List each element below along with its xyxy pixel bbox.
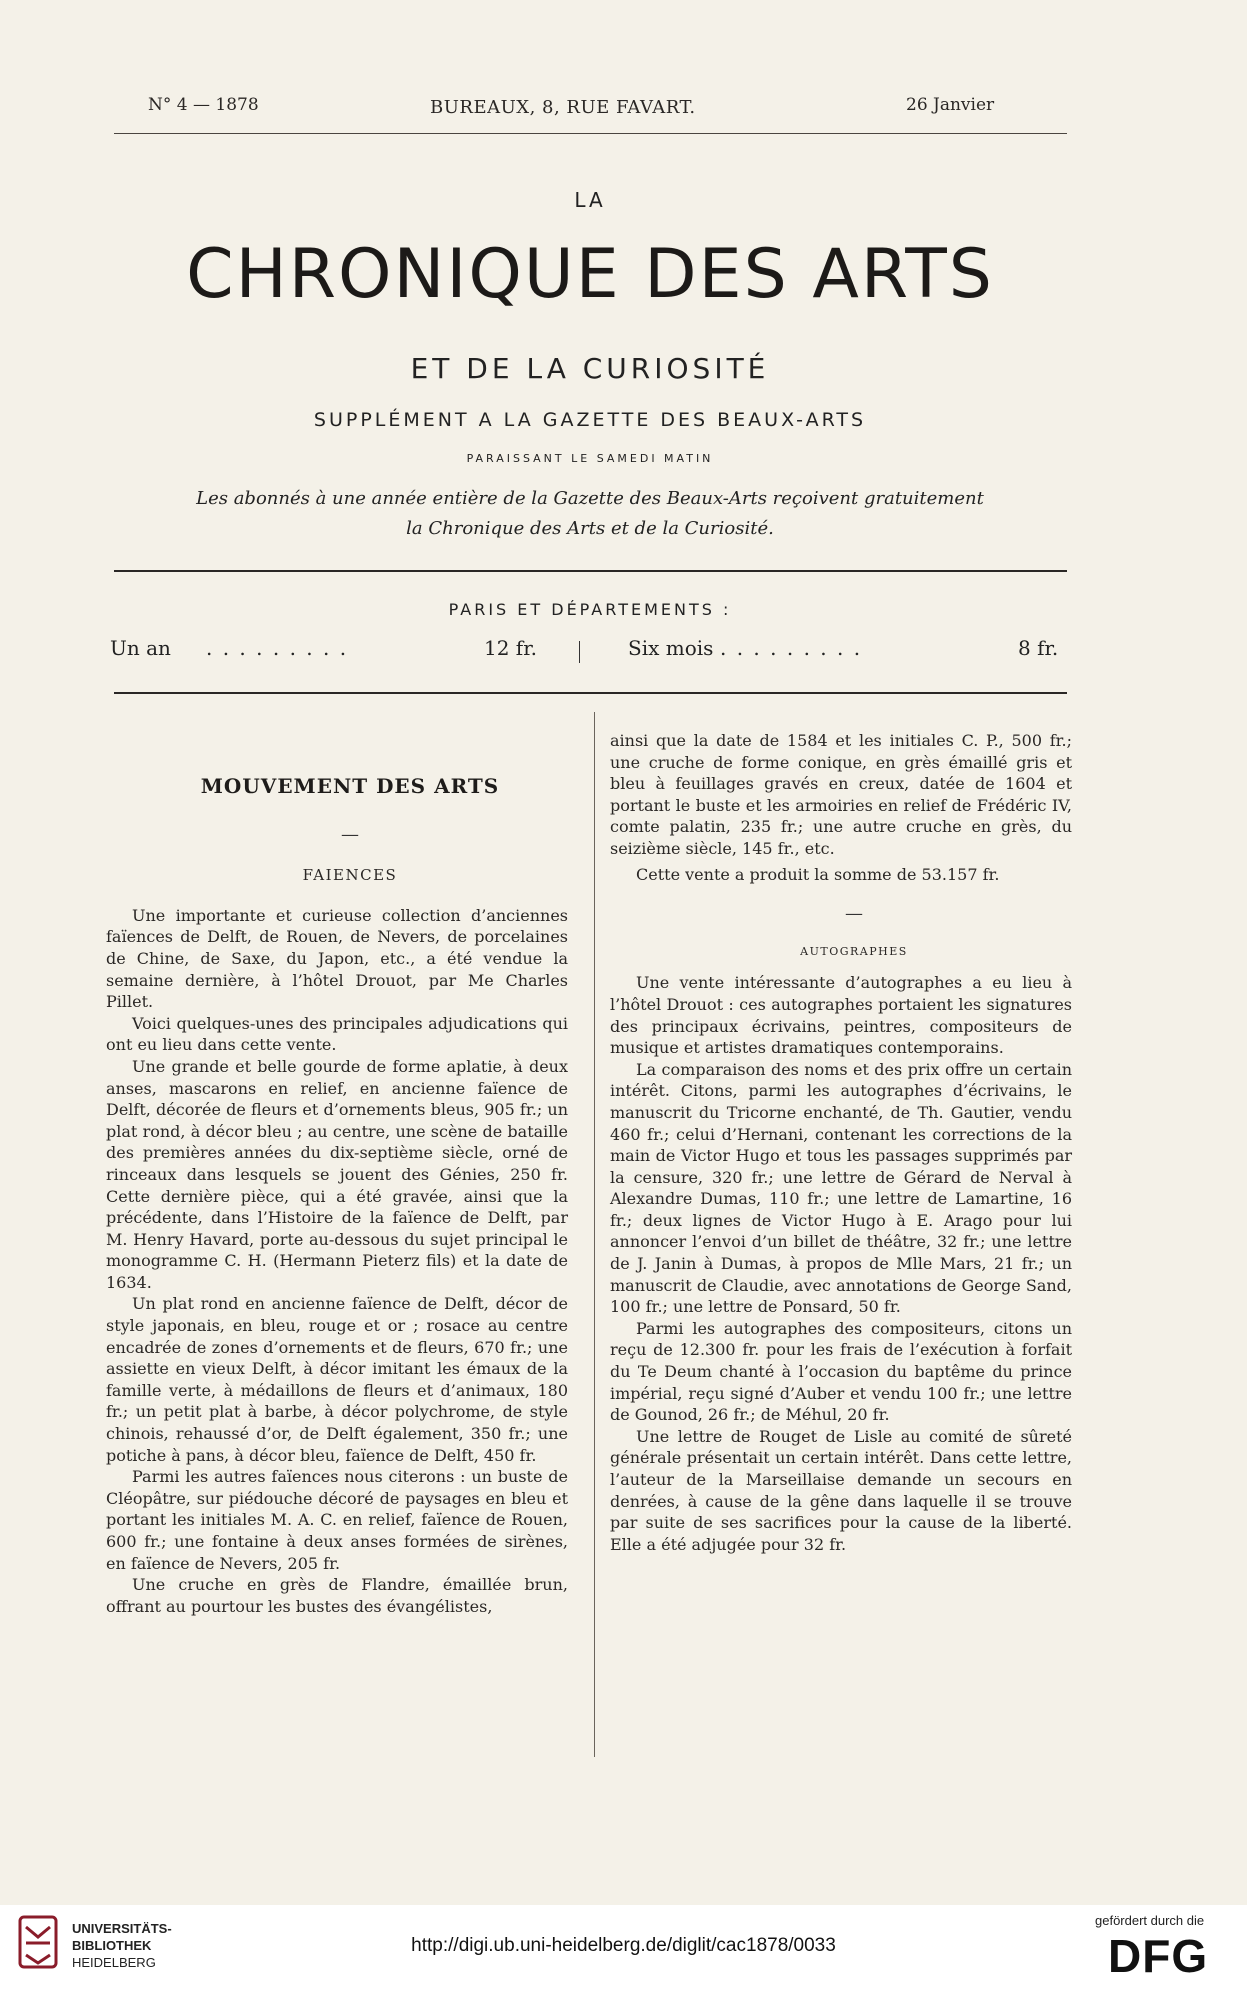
- issue-date: 26 Janvier: [906, 95, 995, 115]
- paragraph: La comparaison des noms et des prix offre un certain intérêt. Citons, parmi les autographes d’écrivains, le manuscrit du Tricorne enchanté, de Th. Gautier, vendu 460 fr.; celui d’Hernani, contenant les corrections de la main de Victor Hugo et tous les passages supprimés par la censure, 320 fr.; une lettre de Gérard de Nerval à Alexandre Dumas, 110 fr.; une lettre de Lamartine, 16 fr.; deux lignes de Victor Hugo à E. Arago pour lui annoncer l’envoi d’un billet de théâtre, 32 fr.; une lettre de J. Janin à Dumas, à propos de Mlle Mars, 21 fr.; un manuscrit de Claudie, avec annotations de George Sand, 100 fr.; une lettre de Ponsard, 50 fr.: [610, 1059, 1072, 1317]
- masthead-la: LA: [574, 188, 606, 212]
- masthead-rule-bottom: [114, 692, 1067, 694]
- bureaux-address: BUREAUX, 8, RUE FAVART.: [430, 97, 696, 118]
- section-heading-faiences: FAIENCES: [302, 866, 398, 885]
- paragraph: Une cruche en grès de Flandre, émaillée brun, offrant au pourtour les bustes des évangélistes,: [106, 1575, 568, 1616]
- price-year-value: 12 fr.: [484, 636, 537, 660]
- paragraph: Une lettre de Rouget de Lisle au comité de sûreté générale présentait un certain intérêt. Dans cette lettre, l’auteur de la Marseillaise demande un secours en denrées, à cause de la gêne dans laquelle il se trouve par suite de ses sacrifices pour la cause de la liberté. Elle a été adjugée pour 32 fr.: [610, 1426, 1072, 1554]
- subscription-heading: PARIS ET DÉPARTEMENTS :: [448, 600, 732, 619]
- publication-schedule: PARAISSANT LE SAMEDI MATIN: [466, 452, 714, 465]
- section-heading-autographes: AUTOGRAPHES: [800, 944, 908, 958]
- paragraph: Une vente intéressante d’autographes a eu lieu à l’hôtel Drouot : ces autographes portaient les signatures des principaux écrivains, peintres, compositeurs de musique et artistes dramatiques contemporains.: [610, 973, 1072, 1058]
- digitization-footer: [0, 1905, 1247, 1993]
- supplement-line: SUPPLÉMENT A LA GAZETTE DES BEAUX-ARTS: [313, 409, 867, 431]
- paragraph: Parmi les autographes des compositeurs, citons un reçu de 12.300 fr. pour les frais de l’exécution à forfait du Te Deum chanté à l’occasion du baptême du prince impérial, reçu signé d’Auber et vendu 100 fr.; une lettre de Gounod, 26 fr.; de Méhul, 20 fr.: [610, 1318, 1072, 1425]
- header-rule: [114, 133, 1067, 134]
- paragraph: Voici quelques-unes des principales adjudications qui ont eu lieu dans cette vente.: [106, 1013, 568, 1055]
- paragraph: Un plat rond en ancienne faïence de Delft, décor de style japonais, en bleu, rouge et or ; rosace au centre encadrée de zones d’ornements et de fleurs, 670 fr.; une assiette en vieux Delft, à décor imitant les émaux de la famille verte, à médaillons de fleurs et d’animaux, 180 fr.; un petit plat à barbe, à décor polychrome, de style chinois, rehaussé d’or, de Delft également, 350 fr.; une potiche à pans, à décor bleu, faïence de Delft, 450 fr.: [106, 1294, 568, 1465]
- left-column: [106, 776, 568, 1617]
- price-year-label: Un an: [110, 636, 171, 660]
- library-name-line3: HEIDELBERG: [72, 1955, 156, 1970]
- library-name-line1: UNIVERSITÄTS-: [72, 1921, 172, 1936]
- issue-number: N° 4 — 1878: [148, 95, 259, 115]
- masthead-title: CHRONIQUE DES ARTS: [186, 235, 994, 314]
- permalink-url[interactable]: http://digi.ub.uni-heidelberg.de/diglit/cac1878/0033: [411, 1935, 836, 1956]
- title-dash: —: [341, 823, 359, 845]
- paragraph: ainsi que la date de 1584 et les initiales C. P., 500 fr.; une cruche de forme conique, en grès émaillé gris et bleu à feuillages gravés en creux, datée de 1604 et portant le buste et les armoiries en relief de Frédéric IV, comte palatin, 235 fr.; une autre cruche en grès, du seizième siècle, 145 fr., etc.: [610, 731, 1072, 858]
- funding-note: gefördert durch die: [1095, 1913, 1205, 1928]
- price-six-value: 8 fr.: [1018, 636, 1059, 660]
- price-six-dots: . . . . . . . . .: [720, 636, 863, 660]
- paragraph: Une grande et belle gourde de forme aplatie, à deux anses, mascarons en relief, en ancienne faïence de Delft, décorée de fleurs et d’ornements bleus, 905 fr.; un plat rond, à décor bleu ; au centre, une scène de bataille des premières années du dix-septième siècle, orné de rinceaux dans lesquels se jouent des Génies, 250 fr. Cette dernière pièce, qui a été gravée, ainsi que la précédente, dans l’Histoire de la faïence de Delft, par M. Henry Havard, porte au-dessous du sujet principal le monogramme C. H. (Hermann Pieterz fils) et la date de 1634.: [106, 1056, 568, 1292]
- price-separator: [579, 641, 580, 663]
- dfg-logo: DFG: [1108, 1930, 1209, 1982]
- paragraph: Parmi les autres faïences nous citerons : un buste de Cléopâtre, sur piédouche décoré de paysages en bleu et portant les initiales M. A. C. en relief, faïence de Rouen, 600 fr.; une fontaine à deux anses formées de sirènes, en faïence de Nevers, 205 fr.: [106, 1467, 568, 1573]
- masthead-subtitle: ET DE LA CURIOSITÉ: [410, 352, 770, 385]
- masthead-rule-top: [114, 570, 1067, 572]
- subscriber-notice-line1: Les abonnés à une année entière de la Gazette des Beaux-Arts reçoivent gratuitement: [196, 488, 984, 509]
- paragraph: Cette vente a produit la somme de 53.157 fr.: [636, 864, 1000, 884]
- price-six-label: Six mois: [628, 636, 714, 660]
- right-column: [610, 730, 1072, 1555]
- column-divider: [594, 712, 595, 1757]
- library-name-line2: BIBLIOTHEK: [72, 1938, 152, 1953]
- paragraph: Une importante et curieuse collection d’anciennes faïences de Delft, de Rouen, de Nevers, de porcelaines de Chine, de Saxe, du Japon, etc., a été vendue la semaine dernière, à l’hôtel Drouot, par Me Charles Pillet.: [106, 905, 568, 1012]
- price-year-dots: . . . . . . . . .: [206, 636, 349, 660]
- section-dash: —: [845, 903, 863, 925]
- article-title: MOUVEMENT DES ARTS: [200, 774, 500, 798]
- subscriber-notice-line2: la Chronique des Arts et de la Curiosité.: [406, 518, 774, 539]
